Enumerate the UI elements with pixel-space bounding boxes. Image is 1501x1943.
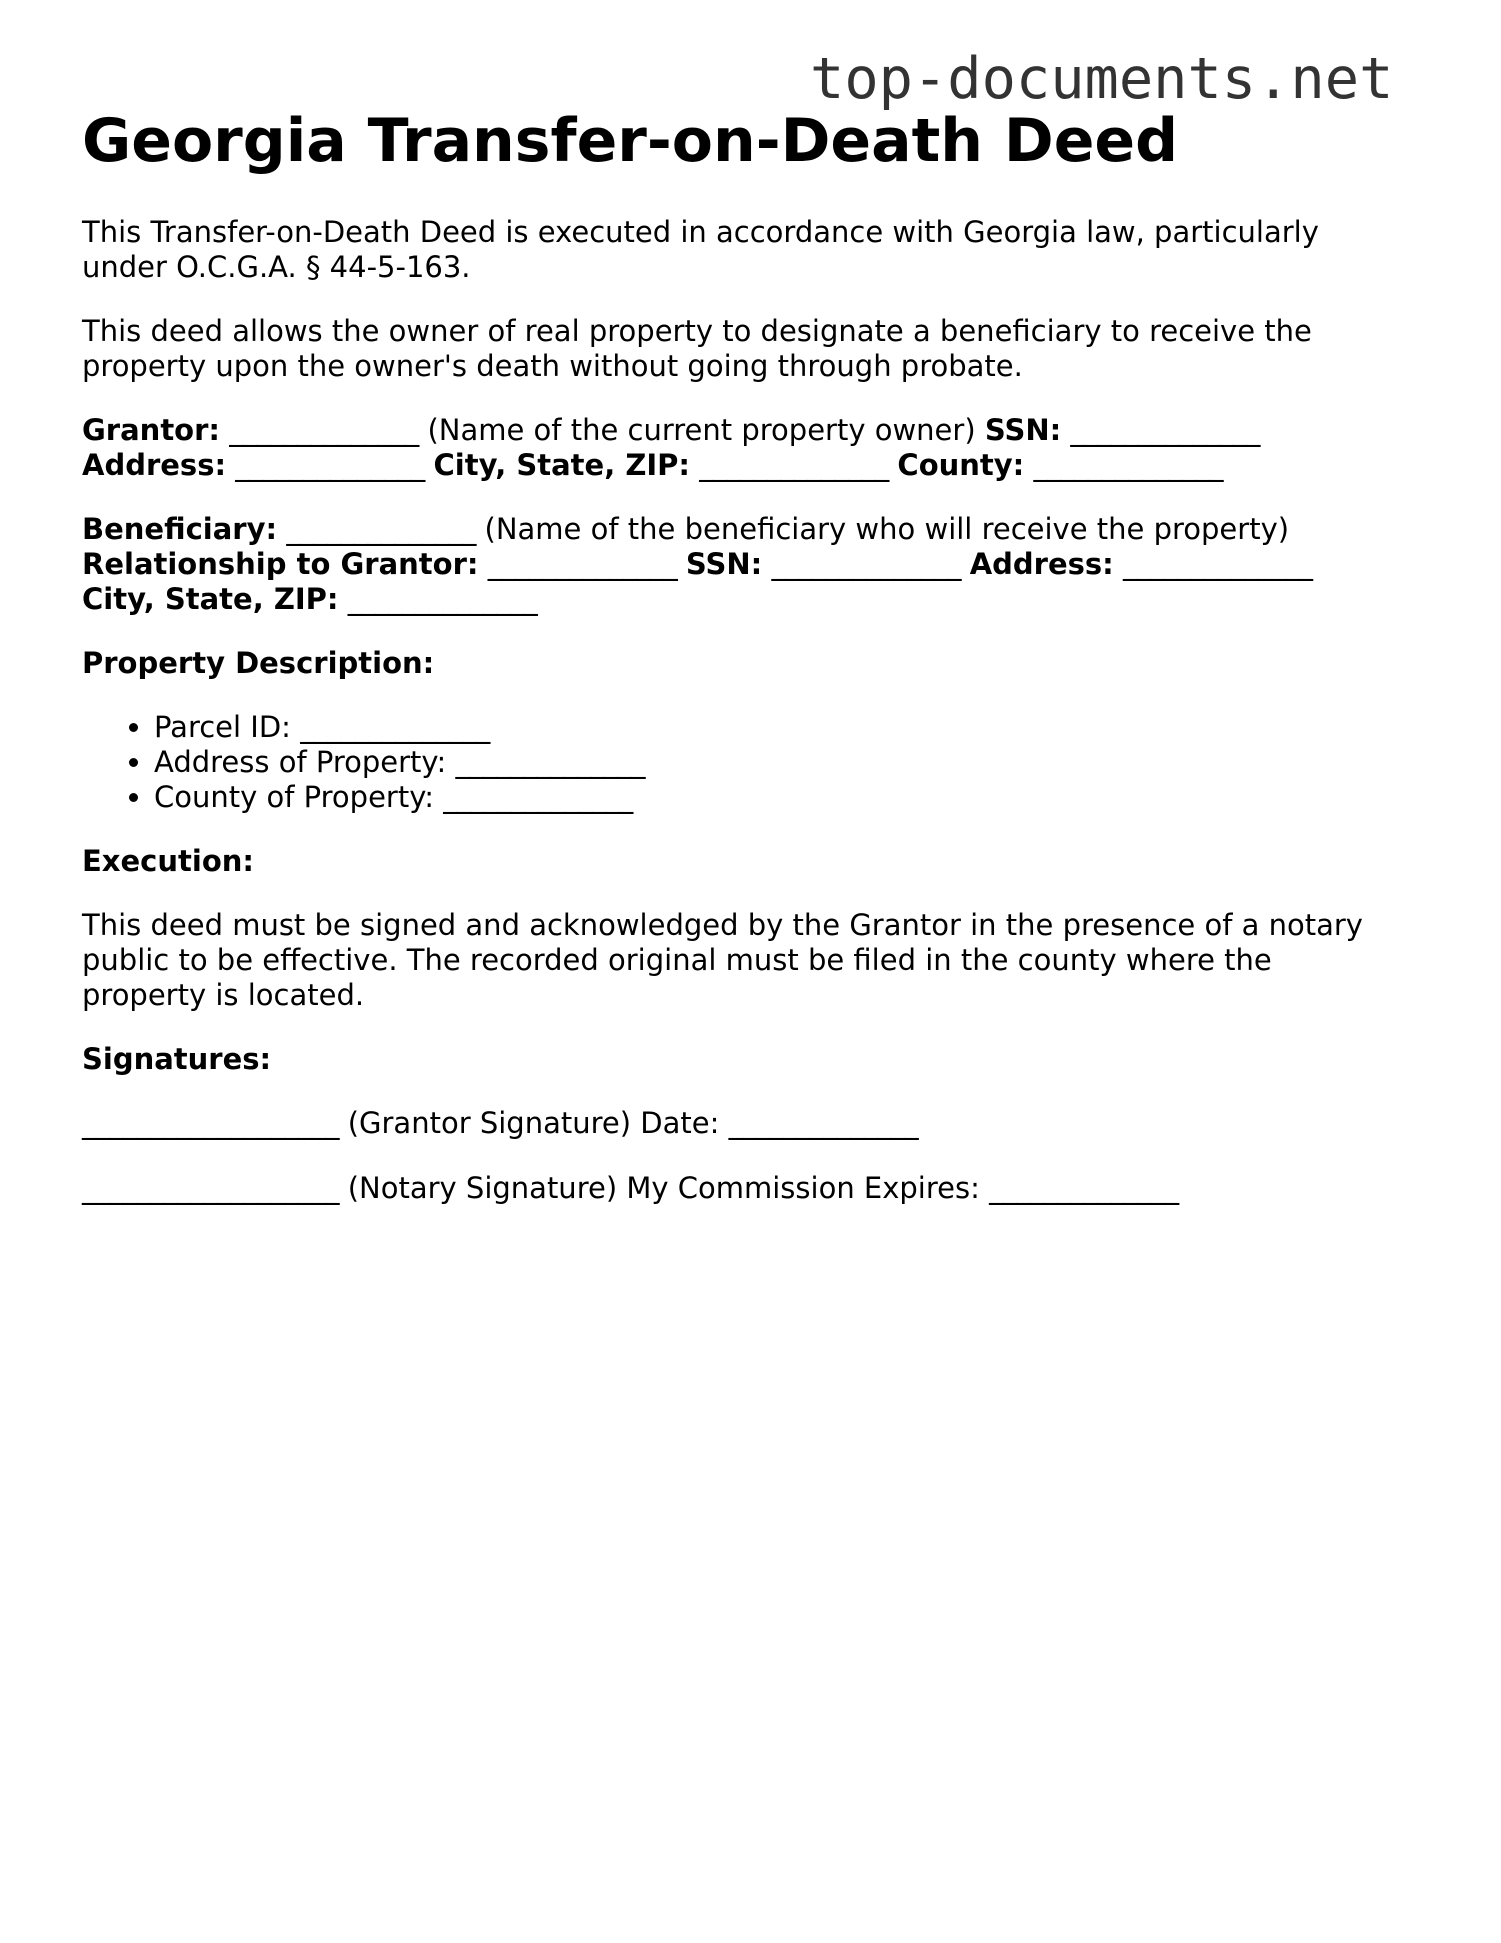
property-heading-text: Property Description: <box>82 646 435 680</box>
parcel-id-label: Parcel ID: <box>154 710 291 744</box>
property-heading <box>82 646 1462 681</box>
grantor-name-blank[interactable]: ______________ <box>229 413 419 447</box>
list-item <box>154 780 1462 815</box>
grantor-note: (Name of the current property owner) <box>427 413 976 447</box>
watermark: top-documents.net <box>810 46 1394 112</box>
page-title: Georgia Transfer-on-Death Deed <box>82 106 1179 176</box>
beneficiary-relationship-line <box>82 547 1312 581</box>
grantor-city-label: City, State, ZIP: <box>433 448 690 482</box>
grantor-address-line <box>82 448 1223 482</box>
list-item <box>154 745 1462 780</box>
document-body <box>82 105 1462 1236</box>
grantor-date-blank[interactable]: ______________ <box>728 1106 918 1140</box>
grantor-signature-line <box>82 1106 1462 1141</box>
beneficiary-address-blank[interactable]: ______________ <box>1122 547 1312 581</box>
beneficiary-name-blank[interactable]: ______________ <box>286 512 476 546</box>
property-address-label: Address of Property: <box>154 745 447 779</box>
execution-heading-text: Execution: <box>82 844 254 878</box>
signatures-heading-text: Signatures: <box>82 1042 272 1076</box>
grantor-section <box>82 413 1462 483</box>
property-address-blank[interactable]: ______________ <box>455 745 645 779</box>
intro-p2-line1: This deed allows the owner of real property to designate a beneficiary to receive the <box>82 314 1312 348</box>
notary-signature-text: (Notary Signature) My Commission Expires: <box>347 1171 980 1205</box>
notary-signature-line <box>82 1171 1462 1206</box>
grantor-signature-blank[interactable]: ___________________ <box>82 1106 339 1140</box>
grantor-signature-text: (Grantor Signature) Date: <box>347 1106 720 1140</box>
intro-p2-line2: property upon the owner's death without going through probate. <box>82 349 1023 383</box>
execution-paragraph <box>82 908 1462 1013</box>
beneficiary-city-label: City, State, ZIP: <box>82 582 339 616</box>
grantor-line <box>82 413 1259 447</box>
grantor-county-blank[interactable]: ______________ <box>1033 448 1223 482</box>
beneficiary-section <box>82 512 1462 617</box>
property-county-blank[interactable]: ______________ <box>443 780 633 814</box>
grantor-label: Grantor: <box>82 413 221 447</box>
execution-heading <box>82 844 1462 879</box>
beneficiary-address-label: Address: <box>969 547 1114 581</box>
beneficiary-line <box>82 512 1289 546</box>
beneficiary-relationship-label: Relationship to Grantor: <box>82 547 479 581</box>
signatures-heading <box>82 1042 1462 1077</box>
grantor-city-blank[interactable]: ______________ <box>699 448 889 482</box>
beneficiary-ssn-label: SSN: <box>685 547 763 581</box>
intro-paragraph-statute <box>82 215 1462 285</box>
beneficiary-relationship-blank[interactable]: ______________ <box>487 547 677 581</box>
commission-expires-blank[interactable]: ______________ <box>989 1171 1179 1205</box>
beneficiary-label: Beneficiary: <box>82 512 278 546</box>
property-county-label: County of Property: <box>154 780 435 814</box>
execution-line1: This deed must be signed and acknowledged by the Grantor in the presence of a notary <box>82 908 1363 942</box>
intro-paragraph-purpose <box>82 314 1462 384</box>
notary-signature-blank[interactable]: ___________________ <box>82 1171 339 1205</box>
grantor-ssn-blank[interactable]: ______________ <box>1070 413 1260 447</box>
property-list <box>82 710 1462 815</box>
grantor-county-label: County: <box>897 448 1025 482</box>
intro-p1-line1: This Transfer-on-Death Deed is executed in accordance with Georgia law, particularly <box>82 215 1319 249</box>
execution-line3: property is located. <box>82 978 365 1012</box>
beneficiary-city-blank[interactable]: ______________ <box>347 582 537 616</box>
grantor-address-label: Address: <box>82 448 227 482</box>
intro-p1-line2: under O.C.G.A. § 44-5-163. <box>82 250 471 284</box>
beneficiary-city-line <box>82 582 537 616</box>
grantor-ssn-label: SSN: <box>984 413 1062 447</box>
beneficiary-note: (Name of the beneficiary who will receive the property) <box>484 512 1290 546</box>
parcel-id-blank[interactable]: ______________ <box>300 710 490 744</box>
beneficiary-ssn-blank[interactable]: ______________ <box>771 547 961 581</box>
execution-line2: public to be effective. The recorded original must be filed in the county where the <box>82 943 1272 977</box>
list-item <box>154 710 1462 745</box>
grantor-address-blank[interactable]: ______________ <box>235 448 425 482</box>
